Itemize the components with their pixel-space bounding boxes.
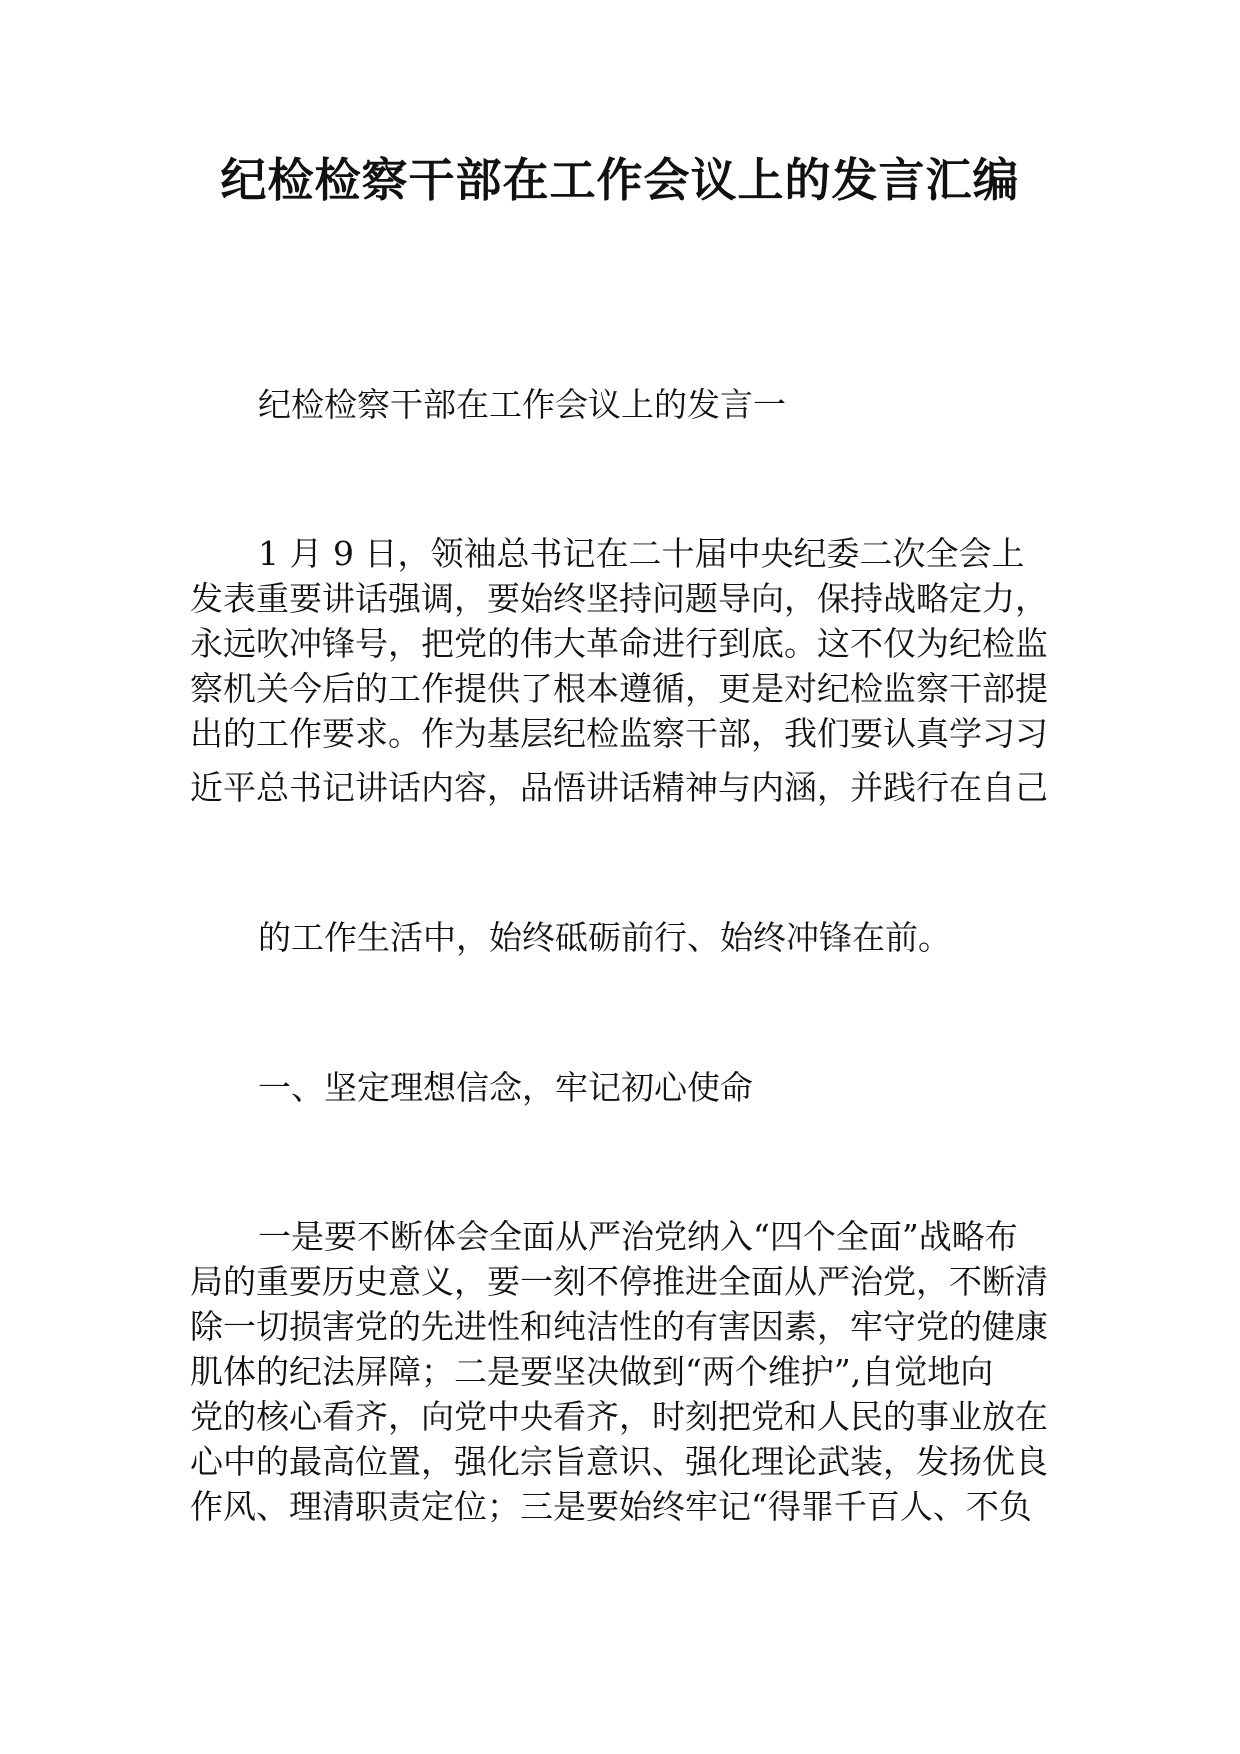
document-title: 纪检检察干部在工作会议上的发言汇编	[220, 153, 1020, 207]
paragraph-line: 发表重要讲话强调，要始终坚持问题导向，保持战略定力，	[190, 579, 1048, 618]
paragraph-line: 1 月 9 日，领袖总书记在二十届中央纪委二次全会上	[258, 534, 1025, 573]
paragraph-line: 出的工作要求。作为基层纪检监察干部，我们要认真学习习	[190, 714, 1048, 753]
paragraph-line: 察机关今后的工作提供了根本遵循，更是对纪检监察干部提	[190, 669, 1048, 708]
paragraph-line: 作风、理清职责定位；三是要始终牢记“得罪千百人、不负	[190, 1487, 1032, 1526]
paragraph-line: 肌体的纪法屏障；二是要坚决做到“两个维护”,自觉地向	[190, 1352, 994, 1391]
paragraph-line: 永远吹冲锋号，把党的伟大革命进行到底。这不仅为纪检监	[190, 624, 1048, 663]
paragraph-line: 除一切损害党的先进性和纯洁性的有害因素，牢守党的健康	[190, 1307, 1048, 1346]
paragraph-line: 心中的最高位置，强化宗旨意识、强化理论武装，发扬优良	[190, 1442, 1048, 1481]
paragraph-line: 一是要不断体会全面从严治党纳入“四个全面”战略布	[258, 1217, 1018, 1256]
paragraph-line: 党的核心看齐，向党中央看齐，时刻把党和人民的事业放在	[190, 1397, 1048, 1436]
paragraph-line: 近平总书记讲话内容，品悟讲话精神与内涵，并践行在自己	[190, 768, 1048, 807]
paragraph-line: 的工作生活中，始终砥砺前行、始终冲锋在前。	[258, 918, 951, 957]
speech-subtitle: 纪检检察干部在工作会议上的发言一	[258, 385, 786, 424]
paragraph-line: 局的重要历史意义，要一刻不停推进全面从严治党，不断清	[190, 1262, 1048, 1301]
section-heading: 一、坚定理想信念，牢记初心使命	[258, 1068, 753, 1107]
